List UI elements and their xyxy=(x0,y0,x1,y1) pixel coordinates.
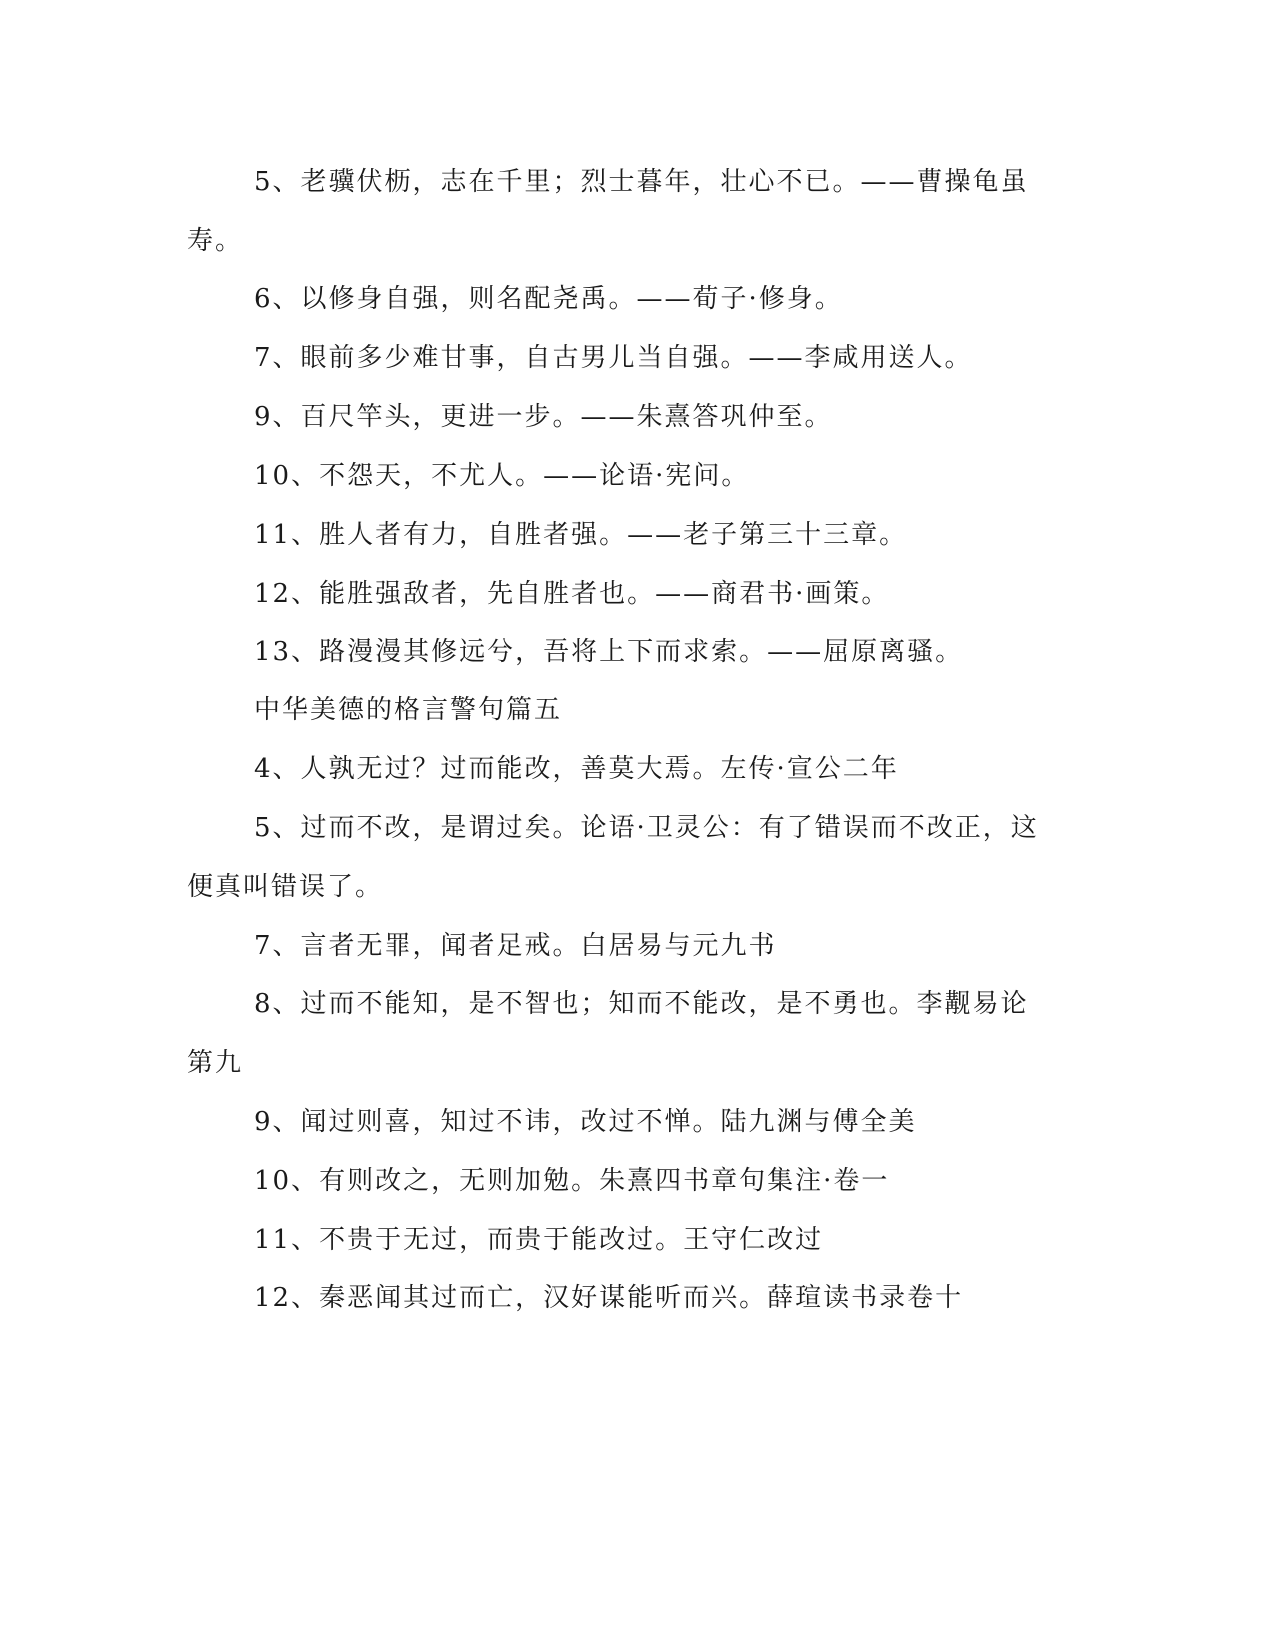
text-line: 9、闻过则喜，知过不讳，改过不惮。陆九渊与傅全美 xyxy=(254,1107,917,1137)
text-line: 10、有则改之，无则加勉。朱熹四书章句集注·卷一 xyxy=(254,1166,890,1196)
text-line: 4、人孰无过？过而能改，善莫大焉。左传·宣公二年 xyxy=(254,754,899,784)
text-line: 11、胜人者有力，自胜者强。——老子第三十三章。 xyxy=(254,520,908,550)
text-line: 5、过而不改，是谓过矣。论语·卫灵公：有了错误而不改正，这 xyxy=(254,813,1039,843)
text-line: 便真叫错误了。 xyxy=(187,872,384,902)
section-heading: 中华美德的格言警句篇五 xyxy=(254,695,563,725)
text-line: 5、老骥伏枥，志在千里；烈士暮年，壮心不已。——曹操龟虽 xyxy=(254,167,1029,197)
text-line: 寿。 xyxy=(187,226,244,256)
text-line: 8、过而不能知，是不智也；知而不能改，是不勇也。李觏易论 xyxy=(254,989,1029,1019)
text-line: 11、不贵于无过，而贵于能改过。王守仁改过 xyxy=(254,1225,824,1255)
text-line: 10、不怨天，不尤人。——论语·宪问。 xyxy=(254,461,750,491)
text-line: 7、眼前多少难甘事，自古男儿当自强。——李咸用送人。 xyxy=(254,343,973,373)
text-line: 6、以修身自强，则名配尧禹。——荀子·修身。 xyxy=(254,284,843,314)
text-line: 12、秦恶闻其过而亡，汉好谋能听而兴。薛瑄读书录卷十 xyxy=(254,1283,964,1313)
text-line: 13、路漫漫其修远兮，吾将上下而求索。——屈原离骚。 xyxy=(254,637,964,667)
text-line: 9、百尺竿头，更进一步。——朱熹答巩仲至。 xyxy=(254,402,833,432)
text-line: 第九 xyxy=(187,1048,244,1078)
text-line: 12、能胜强敌者，先自胜者也。——商君书·画策。 xyxy=(254,579,890,609)
text-line: 7、言者无罪，闻者足戒。白居易与元九书 xyxy=(254,931,777,961)
